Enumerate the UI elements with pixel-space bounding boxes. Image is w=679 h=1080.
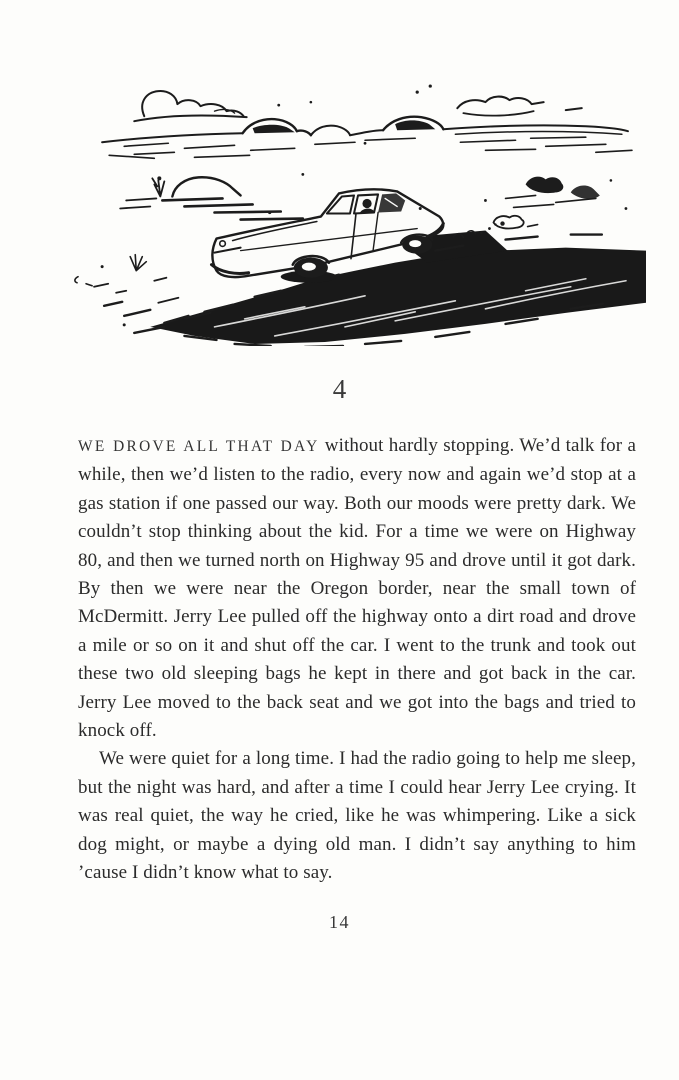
paragraph-1-text: without hardly stopping. We’d talk for a while, then we’d listen to the radio, every now and again we’d stop at a gas station if one passed our way. Both our moods were pretty dark. We couldn’t stop thinking about the kid. For a time we were on Highway 80, and then we turned north on Highway 95 and drove until it got dark. By then we were near the Oregon border, near the small town of McDermitt. Jerry Lee pulled off the highway onto a dirt road and drove a mile or so on it and shut off the car. I went to the trunk and took out these two old sleeping bags he kept in there and got back in the car. Jerry Lee moved to the back seat and we got into the bags and tried to knock off. bbox=[78, 435, 636, 742]
driver-head bbox=[362, 199, 371, 208]
car-illustration-svg bbox=[64, 80, 646, 346]
dune-and-bush bbox=[120, 176, 303, 219]
car-illustration bbox=[64, 80, 646, 346]
paragraph-2: We were quiet for a long time. I had the radio going to help me sleep, but the night was hard, and after a time I could hear Jerry Lee crying. It was real quiet, the way he cried, like he was whimpering. Like a sick dog might, or maybe a dying old man. I didn’t say anything to him ’cause I didn’t know what to say. bbox=[78, 748, 636, 884]
right-scrub bbox=[493, 177, 599, 229]
clouds bbox=[134, 91, 582, 121]
paragraph-1 bbox=[78, 432, 636, 745]
body-text bbox=[78, 432, 636, 888]
lead-in-small-caps: WE DROVE ALL THAT DAY bbox=[78, 438, 320, 455]
page-number: 14 bbox=[329, 912, 350, 932]
chapter-number: 4 bbox=[332, 374, 347, 404]
desert-texture bbox=[109, 137, 632, 158]
